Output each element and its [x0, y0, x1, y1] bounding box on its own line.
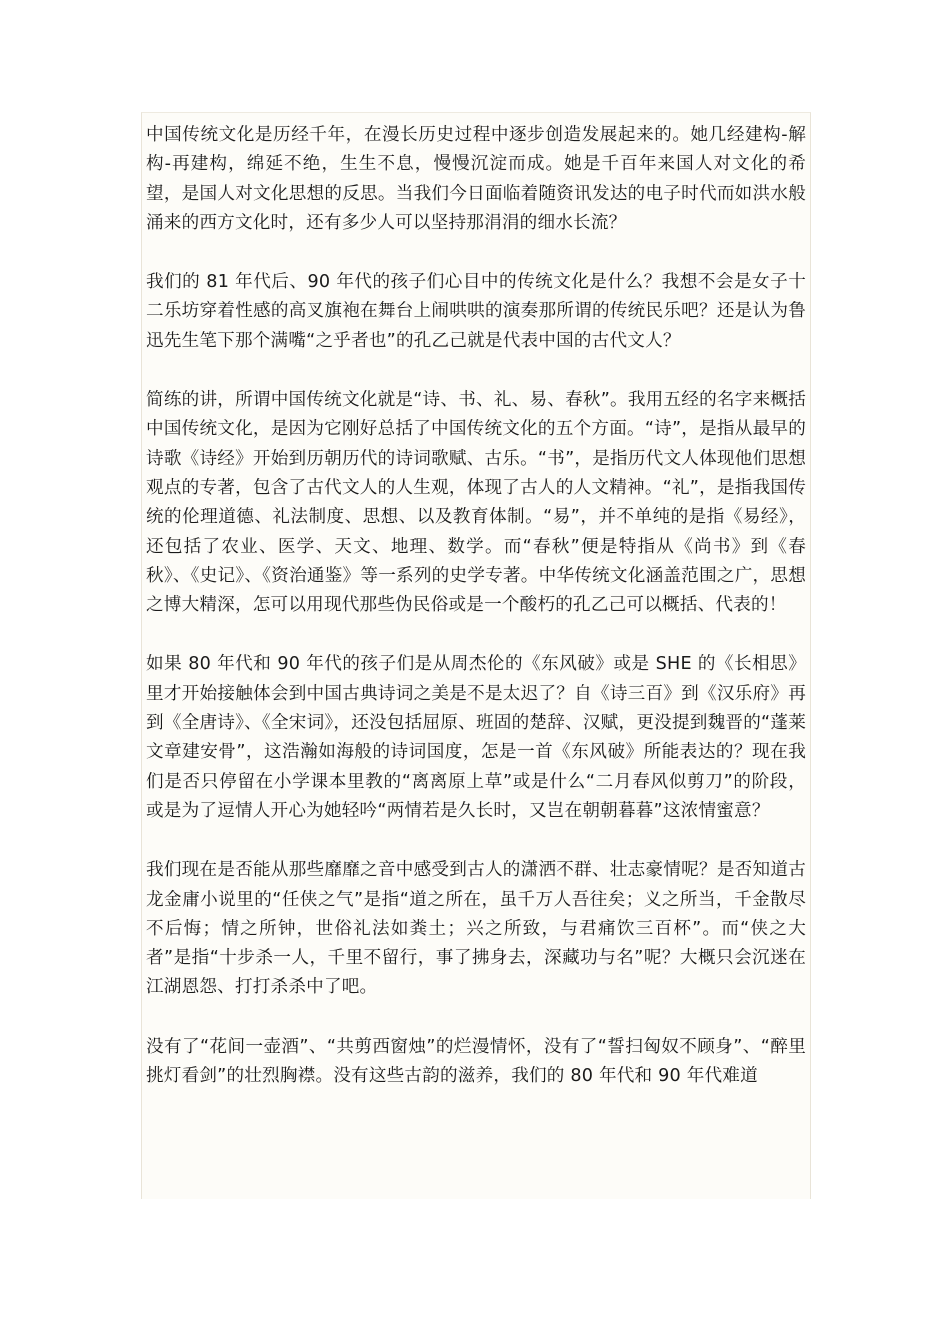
- paragraph-3: 简练的讲，所谓中国传统文化就是“诗、书、礼、易、春秋”。我用五经的名字来概括中国传统文化，是因为它刚好总括了中国传统文化的五个方面。“诗”，是指从最早的诗歌《诗经》开始到历朝历代的诗词歌赋、古乐。“书”，是指历代文人体现他们思想观点的专著，包含了古代文人的人生观，体现了古人的人文精神。“礼”，是指我国传统的伦理道德、礼法制度、思想、以及教育体制。“易”，并不单纯的是指《易经》，还包括了农业、医学、天文、地理、数学。而“春秋”便是特指从《尚书》到《春秋》、《史记》、《资治通鉴》等一系列的史学专著。中华传统文化涵盖范围之广，思想之博大精深，怎可以用现代那些伪民俗或是一个酸朽的孔乙己可以概括、代表的！: [146, 390, 806, 616]
- paragraph-4: 如果 80 年代和 90 年代的孩子们是从周杰伦的《东风破》或是 SHE 的《长相思》里才开始接触体会到中国古典诗词之美是不是太迟了？自《诗三百》到《汉乐府》再到《全唐诗》、《全宋词》，还没包括屈原、班固的楚辞、汉赋，更没提到魏晋的“蓬莱文章建安骨”，这浩瀚如海般的诗词国度，怎是一首《东风破》所能表达的？现在我们是否只停留在小学课本里教的“离离原上草”或是什么“二月春风似剪刀”的阶段，或是为了逗情人开心为她轻吟“两情若是久长时，又岂在朝朝暮暮”这浓情蜜意？: [146, 654, 806, 821]
- paragraph-1: 中国传统文化是历经千年，在漫长历史过程中逐步创造发展起来的。她几经建构-解构-再建构，绵延不绝，生生不息，慢慢沉淀而成。她是千百年来国人对文化的希望，是国人对文化思想的反思。当我们今日面临着随资讯发达的电子时代而如洪水般涌来的西方文化时，还有多少人可以坚持那涓涓的细水长流？: [146, 125, 806, 233]
- article-body: [141, 112, 811, 1199]
- paragraph-6: 没有了“花间一壶酒”、“共剪西窗烛”的烂漫情怀，没有了“誓扫匈奴不顾身”、“醉里挑灯看剑”的壮烈胸襟。没有这些古韵的滋养，我们的 80 年代和 90 年代难道: [146, 1036, 806, 1087]
- paragraph-5: 我们现在是否能从那些靡靡之音中感受到古人的潇洒不群、壮志豪情呢？是否知道古龙金庸小说里的“任侠之气”是指“道之所在，虽千万人吾往矣；义之所当，千金散尽不后悔；情之所钟，世俗礼法如粪土；兴之所致，与君痛饮三百杯”。而“侠之大者”是指“十步杀一人，千里不留行，事了拂身去，深藏功与名”呢？大概只会沉迷在江湖恩怨、打打杀杀中了吧。: [146, 860, 806, 998]
- paragraph-2: 我们的 81 年代后、90 年代的孩子们心目中的传统文化是什么？我想不会是女子十二乐坊穿着性感的高叉旗袍在舞台上闹哄哄的演奏那所谓的传统民乐吧？还是认为鲁迅先生笔下那个满嘴“之乎者也”的孔乙己就是代表中国的古代文人？: [146, 272, 806, 351]
- article-text: [142, 113, 806, 1091]
